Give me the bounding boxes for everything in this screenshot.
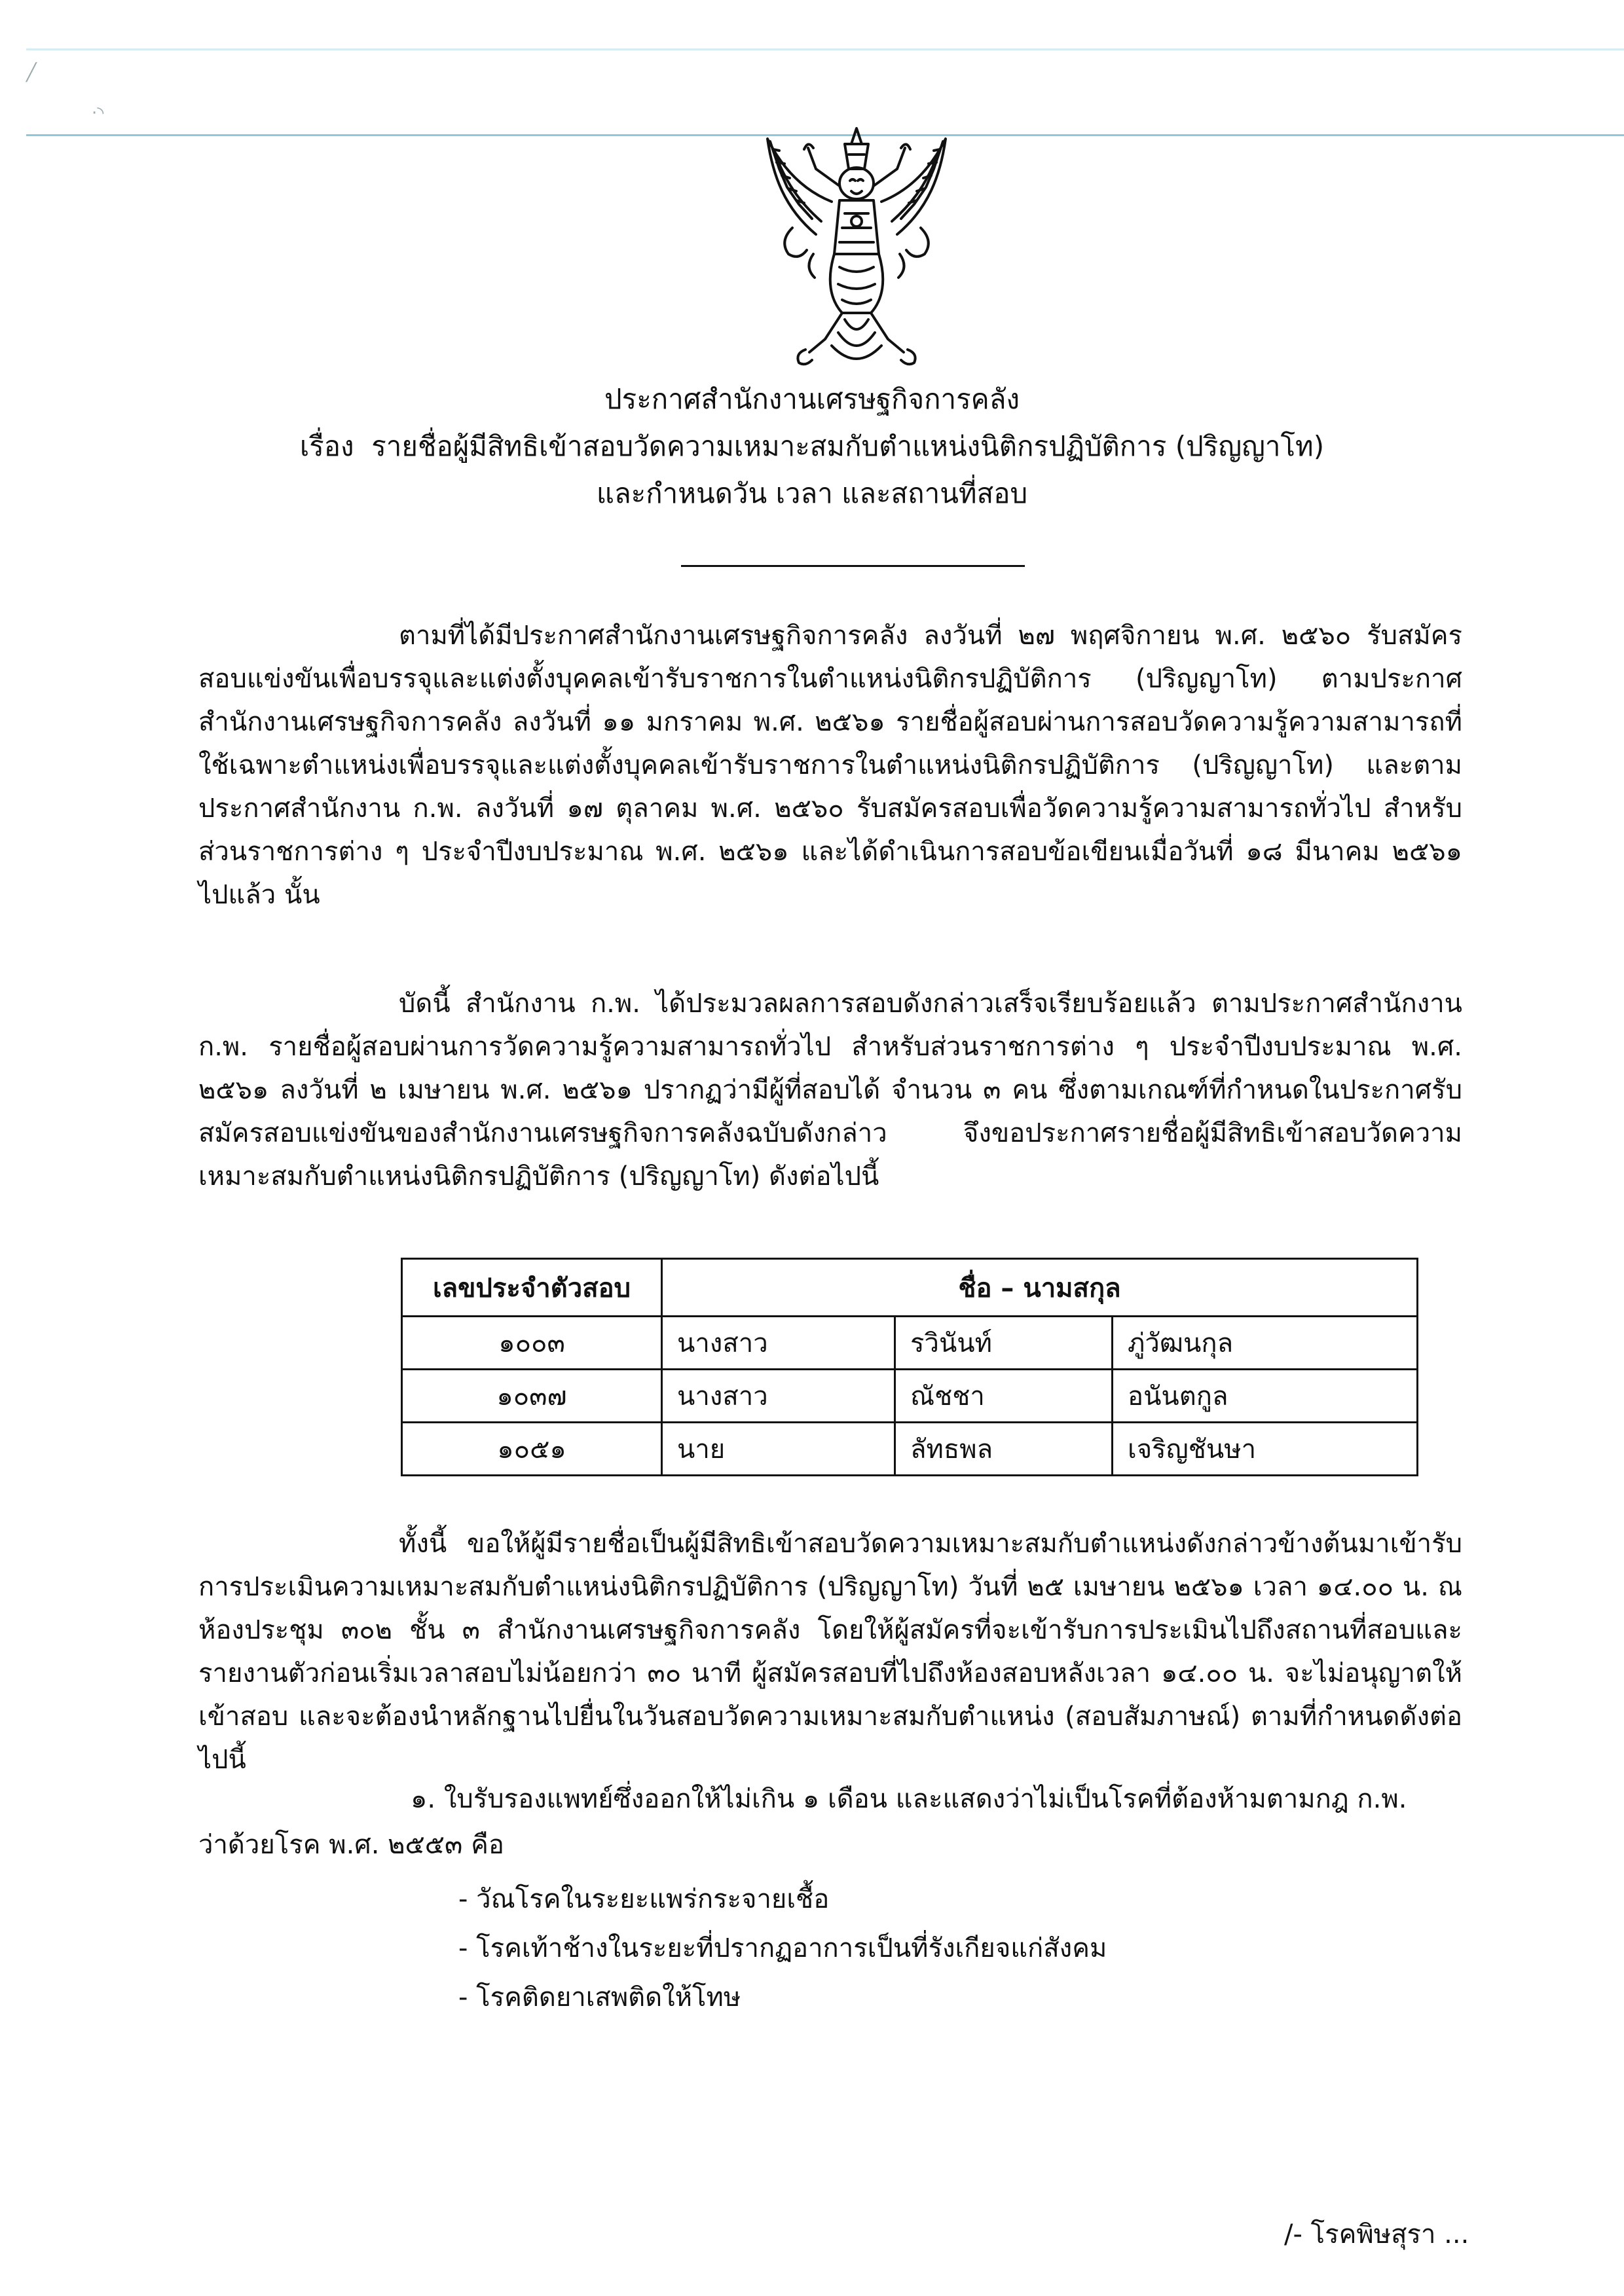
subject-prefix: เรื่อง [299, 430, 354, 462]
first-name: ณัชชา [895, 1370, 1113, 1423]
table-row [402, 1423, 1418, 1476]
list-item: - โรคเท้าช้างในระยะที่ปรากฏอาการเป็นที่รังเกียจแก่สังคม [458, 1933, 1107, 1963]
list-item: - วัณโรคในระยะแพร่กระจายเชื้อ [458, 1884, 830, 1914]
table-row [402, 1317, 1418, 1370]
scan-smudge: ╱ [26, 63, 37, 82]
paragraph-2 [198, 982, 1462, 1198]
table-row [402, 1370, 1418, 1423]
table-header-row [402, 1259, 1418, 1317]
garuda-emblem-icon [753, 123, 960, 369]
title-underline [681, 565, 1025, 567]
first-name: รวินันท์ [895, 1317, 1113, 1370]
paragraph-1-text: ตามที่ได้มีประกาศสำนักงานเศรษฐกิจการคลัง ลงวันที่ ๒๗ พฤศจิกายน พ.ศ. ๒๕๖๐ รับสมัครสอบแข่งขันเพื่อบรรจุและแต่งตั้งบุคคลเข้ารับราชการในตำแหน่งนิติกรปฏิบัติการ (ปริญญาโท) ตามประกาศสำนักงานเศรษฐกิจการคลัง ลงวันที่ ๑๑ มกราคม พ.ศ. ๒๕๖๑ รายชื่อผู้สอบผ่านการสอบวัดความรู้ความสามารถที่ใช้เฉพาะตำแหน่งเพื่อบรรจุและแต่งตั้งบุคคลเข้ารับราชการในตำแหน่งนิติกรปฏิบัติการ (ปริญญาโท) และตามประกาศสำนักงาน ก.พ. ลงวันที่ ๑๗ ตุลาคม พ.ศ. ๒๕๖๐ รับสมัครสอบเพื่อวัดความรู้ความสามารถทั่วไป สำหรับส่วนราชการต่าง ๆ ประจำปีงบประมาณ พ.ศ. ๒๕๖๑ และได้ดำเนินการสอบข้อเขียนเมื่อวันที่ ๑๘ มีนาคม ๒๕๖๑ ไปแล้ว นั้น [198, 621, 1463, 910]
requirement-item-1: ๑. ใบรับรองแพทย์ซึ่งออกให้ไม่เกิน ๑ เดือน และแสดงว่าไม่เป็นโรคที่ต้องห้ามตามกฎ ก.พ. [411, 1784, 1407, 1814]
subject-text: รายชื่อผู้มีสิทธิเข้าสอบวัดความเหมาะสมกับตำแหน่งนิติกรปฏิบัติการ (ปริญญาโท) [371, 430, 1325, 462]
paragraph-3-text: ทั้งนี้ ขอให้ผู้มีรายชื่อเป็นผู้มีสิทธิเข้าสอบวัดความเหมาะสมกับตำแหน่งดังกล่าวข้างต้นมาเข้ารับการประเมินความเหมาะสมกับตำแหน่งนิติกรปฏิบัติการ (ปริญญาโท) วันที่ ๒๕ เมษายน ๒๕๖๑ เวลา ๑๔.๐๐ น. ณ ห้องประชุม ๓๐๒ ชั้น ๓ สำนักงานเศรษฐกิจการคลัง โดยให้ผู้สมัครที่จะเข้ารับการประเมินไปถึงสถานที่สอบและรายงานตัวก่อนเริ่มเวลาสอบไม่น้อยกว่า ๓๐ นาที ผู้สมัครสอบที่ไปถึงห้องสอบหลังเวลา ๑๔.๐๐ น. จะไม่อนุญาตให้เข้าสอบ และจะต้องนำหลักฐานไปยื่นในวันสอบวัดความเหมาะสมกับตำแหน่ง (สอบสัมภาษณ์) ตามที่กำหนดดังต่อไปนี้ [198, 1529, 1462, 1775]
requirement-item-1-cont: ว่าด้วยโรค พ.ศ. ๒๕๕๓ คือ [198, 1830, 504, 1860]
header-full-name: ชื่อ – นามสกุล [662, 1259, 1418, 1317]
exam-id: ๑๐๓๗ [402, 1370, 662, 1423]
paragraph-1 [198, 614, 1462, 917]
exam-id: ๑๐๐๓ [402, 1317, 662, 1370]
paragraph-3 [198, 1522, 1462, 1781]
announcement-subject-line2: และกำหนดวัน เวลา และสถานที่สอบ [596, 477, 1028, 509]
announcement-subject [0, 424, 1624, 469]
header-exam-id: เลขประจำตัวสอบ [402, 1259, 662, 1317]
page-continuation: /- โรคพิษสุรา ... [1284, 2219, 1469, 2250]
paragraph-2-text: บัดนี้ สำนักงาน ก.พ. ได้ประมวลผลการสอบดังกล่าวเสร็จเรียบร้อยแล้ว ตามประกาศสำนักงาน ก.พ. รายชื่อผู้สอบผ่านการวัดความรู้ความสามารถทั่วไป สำหรับส่วนราชการต่าง ๆ ประจำปีงบประมาณ พ.ศ. ๒๕๖๑ ลงวันที่ ๒ เมษายน พ.ศ. ๒๕๖๑ ปรากฏว่ามีผู้ที่สอบได้ จำนวน ๓ คน ซึ่งตามเกณฑ์ที่กำหนดในประกาศรับสมัครสอบแข่งขันของสำนักงานเศรษฐกิจการคลังฉบับดังกล่าว จึงขอประกาศรายชื่อผู้มีสิทธิเข้าสอบวัดความเหมาะสมกับตำแหน่งนิติกรปฏิบัติการ (ปริญญาโท) ดังต่อไปนี้ [198, 989, 1462, 1192]
last-name: เจริญชันษา [1113, 1423, 1418, 1476]
name-title: นางสาว [662, 1370, 895, 1423]
first-name: ลัทธพล [895, 1423, 1113, 1476]
name-title: นางสาว [662, 1317, 895, 1370]
scan-artifact-line [26, 48, 1624, 50]
candidate-table [401, 1258, 1418, 1476]
last-name: อนันตกูล [1113, 1370, 1418, 1423]
name-title: นาย [662, 1423, 895, 1476]
announcement-title: ประกาศสำนักงานเศรษฐกิจการคลัง [604, 383, 1020, 415]
last-name: ภู่วัฒนกุล [1113, 1317, 1418, 1370]
exam-id: ๑๐๕๑ [402, 1423, 662, 1476]
list-item: - โรคติดยาเสพติดให้โทษ [458, 1982, 741, 2013]
scan-smudge: ·◝ [92, 103, 104, 123]
